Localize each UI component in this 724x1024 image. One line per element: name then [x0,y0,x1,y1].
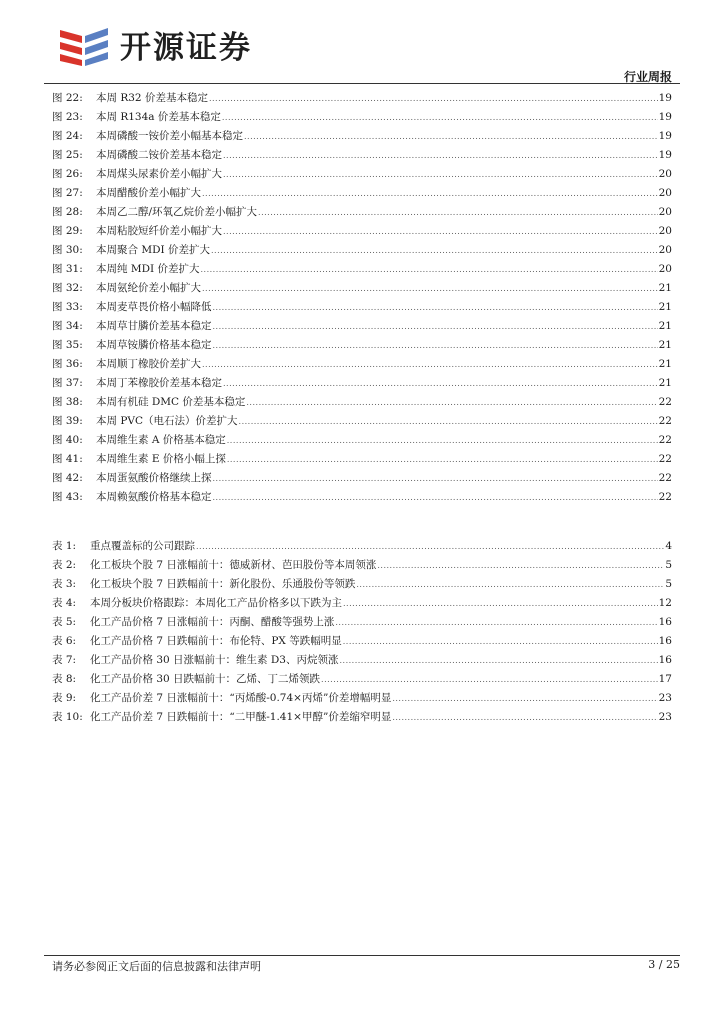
toc-figure-entry-title: 本周草铵膦价格基本稳定 [96,339,212,351]
toc-figure-entry[interactable] [52,488,672,507]
toc-table-entry-title: 化工产品价差 7 日涨幅前十：“丙烯酸-0.74×丙烯”价差增幅明显 [90,692,392,704]
toc-figure-entry-title: 本周 R32 价差基本稳定 [96,92,208,104]
toc-figure-entry-page: 20 [658,206,672,218]
toc-figure-entry-label: 图 39: [52,415,83,427]
toc-table-entry-title: 化工产品价格 30 日跌幅前十：乙烯、丁二烯领跌 [90,673,321,685]
dot-leader [211,241,658,260]
dot-leader [213,298,658,317]
toc-figure-entry-title: 本周顺丁橡胶价差扩大 [96,358,201,370]
toc-figure-entry-label: 图 28: [52,206,83,218]
dot-leader [202,279,658,298]
toc-figure-entry-page: 19 [658,130,672,142]
toc-table-entry-page: 16 [658,635,672,647]
dot-leader [213,317,658,336]
toc-figure-entry-label: 图 36: [52,358,83,370]
toc-figure-entry-page: 20 [658,187,672,199]
toc-figure-entry-title: 本周赖氨酸价格基本稳定 [96,491,212,503]
toc-table-entry-label: 表 10: [52,711,83,723]
toc-table-entry[interactable] [52,537,672,556]
toc-figure-entry-page: 22 [658,434,672,446]
toc-table-entry-title: 重点覆盖标的公司跟踪 [90,540,195,552]
toc-figure-entry-page: 19 [658,92,672,104]
toc-figure-entry[interactable] [52,355,672,374]
toc-table-entry-title: 化工产品价格 7 日涨幅前十：丙酮、醋酸等强势上涨 [90,616,335,628]
toc-figure-entry-label: 图 35: [52,339,83,351]
dot-leader [339,651,657,670]
toc-table-entry-page: 5 [665,578,672,590]
dot-leader [392,708,657,727]
toc-figure-entry-page: 22 [658,491,672,503]
figure-list [52,89,672,507]
toc-figure-entry-label: 图 33: [52,301,83,313]
toc-figure-entry-title: 本周醋酸价差小幅扩大 [96,187,201,199]
toc-figure-entry-title: 本周煤头尿素价差小幅扩大 [96,168,222,180]
dot-leader [222,108,658,127]
toc-figure-entry[interactable] [52,146,672,165]
toc-figure-entry[interactable] [52,393,672,412]
toc-table-entry-label: 表 2: [52,559,77,571]
dot-leader [209,89,658,108]
toc-figure-entry[interactable] [52,89,672,108]
dot-leader [335,613,657,632]
toc-figure-entry[interactable] [52,412,672,431]
toc-table-entry[interactable] [52,575,672,594]
dot-leader [223,222,658,241]
toc-table-entry-label: 表 7: [52,654,77,666]
toc-figure-entry-label: 图 31: [52,263,83,275]
dot-leader [202,184,658,203]
toc-table-entry-title: 本周分板块价格跟踪：本周化工产品价格多以下跌为主 [90,597,342,609]
toc-table-entry-page: 4 [665,540,672,552]
toc-figure-entry-title: 本周维生素 E 价格小幅上探 [96,453,226,465]
dot-leader [223,374,658,393]
dot-leader [213,488,658,507]
toc-figure-entry[interactable] [52,317,672,336]
toc-figure-entry-page: 20 [658,244,672,256]
toc-figure-entry-title: 本周乙二醇/环氧乙烷价差小幅扩大 [96,206,258,218]
toc-figure-entry-label: 图 42: [52,472,83,484]
toc-figure-entry-page: 21 [658,339,672,351]
toc-figure-entry[interactable] [52,431,672,450]
toc-figure-entry-page: 20 [658,168,672,180]
dot-leader [246,393,657,412]
toc-table-entry-title: 化工板块个股 7 日涨幅前十：德威新材、芭田股份等本周领涨 [90,559,377,571]
toc-figure-entry-title: 本周磷酸一铵价差小幅基本稳定 [96,130,243,142]
toc-figure-entry[interactable] [52,241,672,260]
toc-figure-entry[interactable] [52,374,672,393]
dot-leader [377,556,664,575]
toc-figure-entry[interactable] [52,469,672,488]
brand-logo [58,20,252,68]
toc-figure-entry-label: 图 40: [52,434,83,446]
toc-figure-entry-title: 本周聚合 MDI 价差扩大 [96,244,210,256]
toc-figure-entry-title: 本周维生素 A 价格基本稳定 [96,434,226,446]
toc-figure-entry-label: 图 23: [52,111,83,123]
toc-figure-entry-label: 图 24: [52,130,83,142]
toc-figure-entry-label: 图 32: [52,282,83,294]
toc-figure-entry[interactable] [52,222,672,241]
dot-leader [227,450,658,469]
dot-leader [223,165,658,184]
toc-table-entry-label: 表 3: [52,578,77,590]
table-list [52,537,672,727]
toc-figure-entry-title: 本周草甘膦价差基本稳定 [96,320,212,332]
dot-leader [321,670,658,689]
toc-figure-entry[interactable] [52,336,672,355]
toc-figure-entry-title: 本周纯 MDI 价差扩大 [96,263,200,275]
toc-table-entry[interactable] [52,670,672,689]
toc-figure-entry-label: 图 29: [52,225,83,237]
toc-figure-entry-page: 22 [658,415,672,427]
toc-table-entry[interactable] [52,556,672,575]
toc-figure-entry-label: 图 38: [52,396,83,408]
dot-leader [244,127,658,146]
toc-table-entry-title: 化工产品价差 7 日跌幅前十：“二甲醚-1.41×甲醇”价差缩窄明显 [90,711,392,723]
toc-figure-entry-page: 22 [658,472,672,484]
document-type: 行业周报 [623,70,672,84]
toc-figure-entry-page: 21 [658,377,672,389]
toc-figure-entry-label: 图 22: [52,92,83,104]
dot-leader [392,689,657,708]
toc-table-entry-page: 5 [665,559,672,571]
toc-figure-entry-page: 21 [658,320,672,332]
toc-figure-entry-title: 本周麦草畏价格小幅降低 [96,301,212,313]
dot-leader [258,203,658,222]
toc-table-entry-page: 23 [658,711,672,723]
toc-table-entry-page: 16 [658,654,672,666]
toc-figure-entry-title: 本周蛋氨酸价格继续上探 [96,472,212,484]
toc-figure-entry-label: 图 26: [52,168,83,180]
toc-figure-entry-label: 图 34: [52,320,83,332]
dot-leader [213,469,658,488]
toc-figure-entry-page: 19 [658,111,672,123]
toc-table-entry-label: 表 1: [52,540,77,552]
toc-figure-entry-title: 本周 PVC（电石法）价差扩大 [96,415,238,427]
toc-figure-entry-title: 本周丁苯橡胶价差基本稳定 [96,377,222,389]
toc-table-entry[interactable] [52,689,672,708]
toc-table-entry-label: 表 5: [52,616,77,628]
toc-figure-entry[interactable] [52,203,672,222]
toc-figure-entry[interactable] [52,450,672,469]
toc-figure-entry-label: 图 30: [52,244,83,256]
toc-figure-entry-page: 21 [658,282,672,294]
dot-leader [343,594,658,613]
toc-table-entry-page: 16 [658,616,672,628]
header-divider [44,83,680,84]
toc-table-entry[interactable] [52,594,672,613]
toc-figure-entry[interactable] [52,127,672,146]
toc-figure-entry-page: 19 [658,149,672,161]
toc-figure-entry-page: 21 [658,358,672,370]
footer-divider [44,955,680,956]
toc-figure-entry-page: 20 [658,225,672,237]
toc-figure-entry[interactable] [52,298,672,317]
dot-leader [201,260,658,279]
toc-figure-entry-title: 本周 R134a 价差基本稳定 [96,111,221,123]
toc-figure-entry-page: 22 [658,396,672,408]
dot-leader [239,412,658,431]
dot-leader [213,336,658,355]
toc-figure-entry-label: 图 43: [52,491,83,503]
toc-table-entry[interactable] [52,708,672,727]
dot-leader [202,355,658,374]
dot-leader [343,632,658,651]
toc-table-entry[interactable] [52,613,672,632]
footer-disclaimer: 请务必参阅正文后面的信息披露和法律声明 [52,960,261,973]
toc-figure-entry[interactable] [52,108,672,127]
toc-table-entry-label: 表 9: [52,692,77,704]
toc-figure-entry-page: 21 [658,301,672,313]
toc-table-entry[interactable] [52,651,672,670]
toc-figure-entry-page: 22 [658,453,672,465]
toc-figure-entry[interactable] [52,260,672,279]
toc-table-entry-title: 化工产品价格 7 日跌幅前十：布伦特、PX 等跌幅明显 [90,635,342,647]
toc-table-entry-page: 17 [658,673,672,685]
kaiyuan-logo-icon [58,22,110,66]
toc-table-entry-title: 化工产品价格 30 日涨幅前十：维生素 D3、丙烷领涨 [90,654,339,666]
toc-figure-entry[interactable] [52,184,672,203]
toc-table-entry-label: 表 6: [52,635,77,647]
toc-table-entry[interactable] [52,632,672,651]
toc-table-entry-label: 表 4: [52,597,77,609]
toc-figure-entry-label: 图 37: [52,377,83,389]
page-indicator: 3 / 25 [648,958,680,971]
toc-figure-entry-page: 20 [658,263,672,275]
toc-figure-entry-title: 本周磷酸二铵价差基本稳定 [96,149,222,161]
dot-leader [223,146,658,165]
toc-table-entry-page: 23 [658,692,672,704]
dot-leader [227,431,658,450]
dot-leader [356,575,664,594]
toc-figure-entry-title: 本周粘胶短纤价差小幅扩大 [96,225,222,237]
toc-figure-entry-title: 本周有机硅 DMC 价差基本稳定 [96,396,246,408]
toc-table-entry-label: 表 8: [52,673,77,685]
toc-figure-entry-label: 图 41: [52,453,83,465]
toc-figure-entry-title: 本周氨纶价差小幅扩大 [96,282,201,294]
toc-table-entry-page: 12 [658,597,672,609]
toc-figure-entry[interactable] [52,279,672,298]
toc-figure-entry-label: 图 27: [52,187,83,199]
dot-leader [196,537,664,556]
toc-figure-entry-label: 图 25: [52,149,83,161]
brand-name: 开源证券 [120,29,252,66]
toc-table-entry-title: 化工板块个股 7 日跌幅前十：新化股份、乐通股份等领跌 [90,578,356,590]
toc-figure-entry[interactable] [52,165,672,184]
